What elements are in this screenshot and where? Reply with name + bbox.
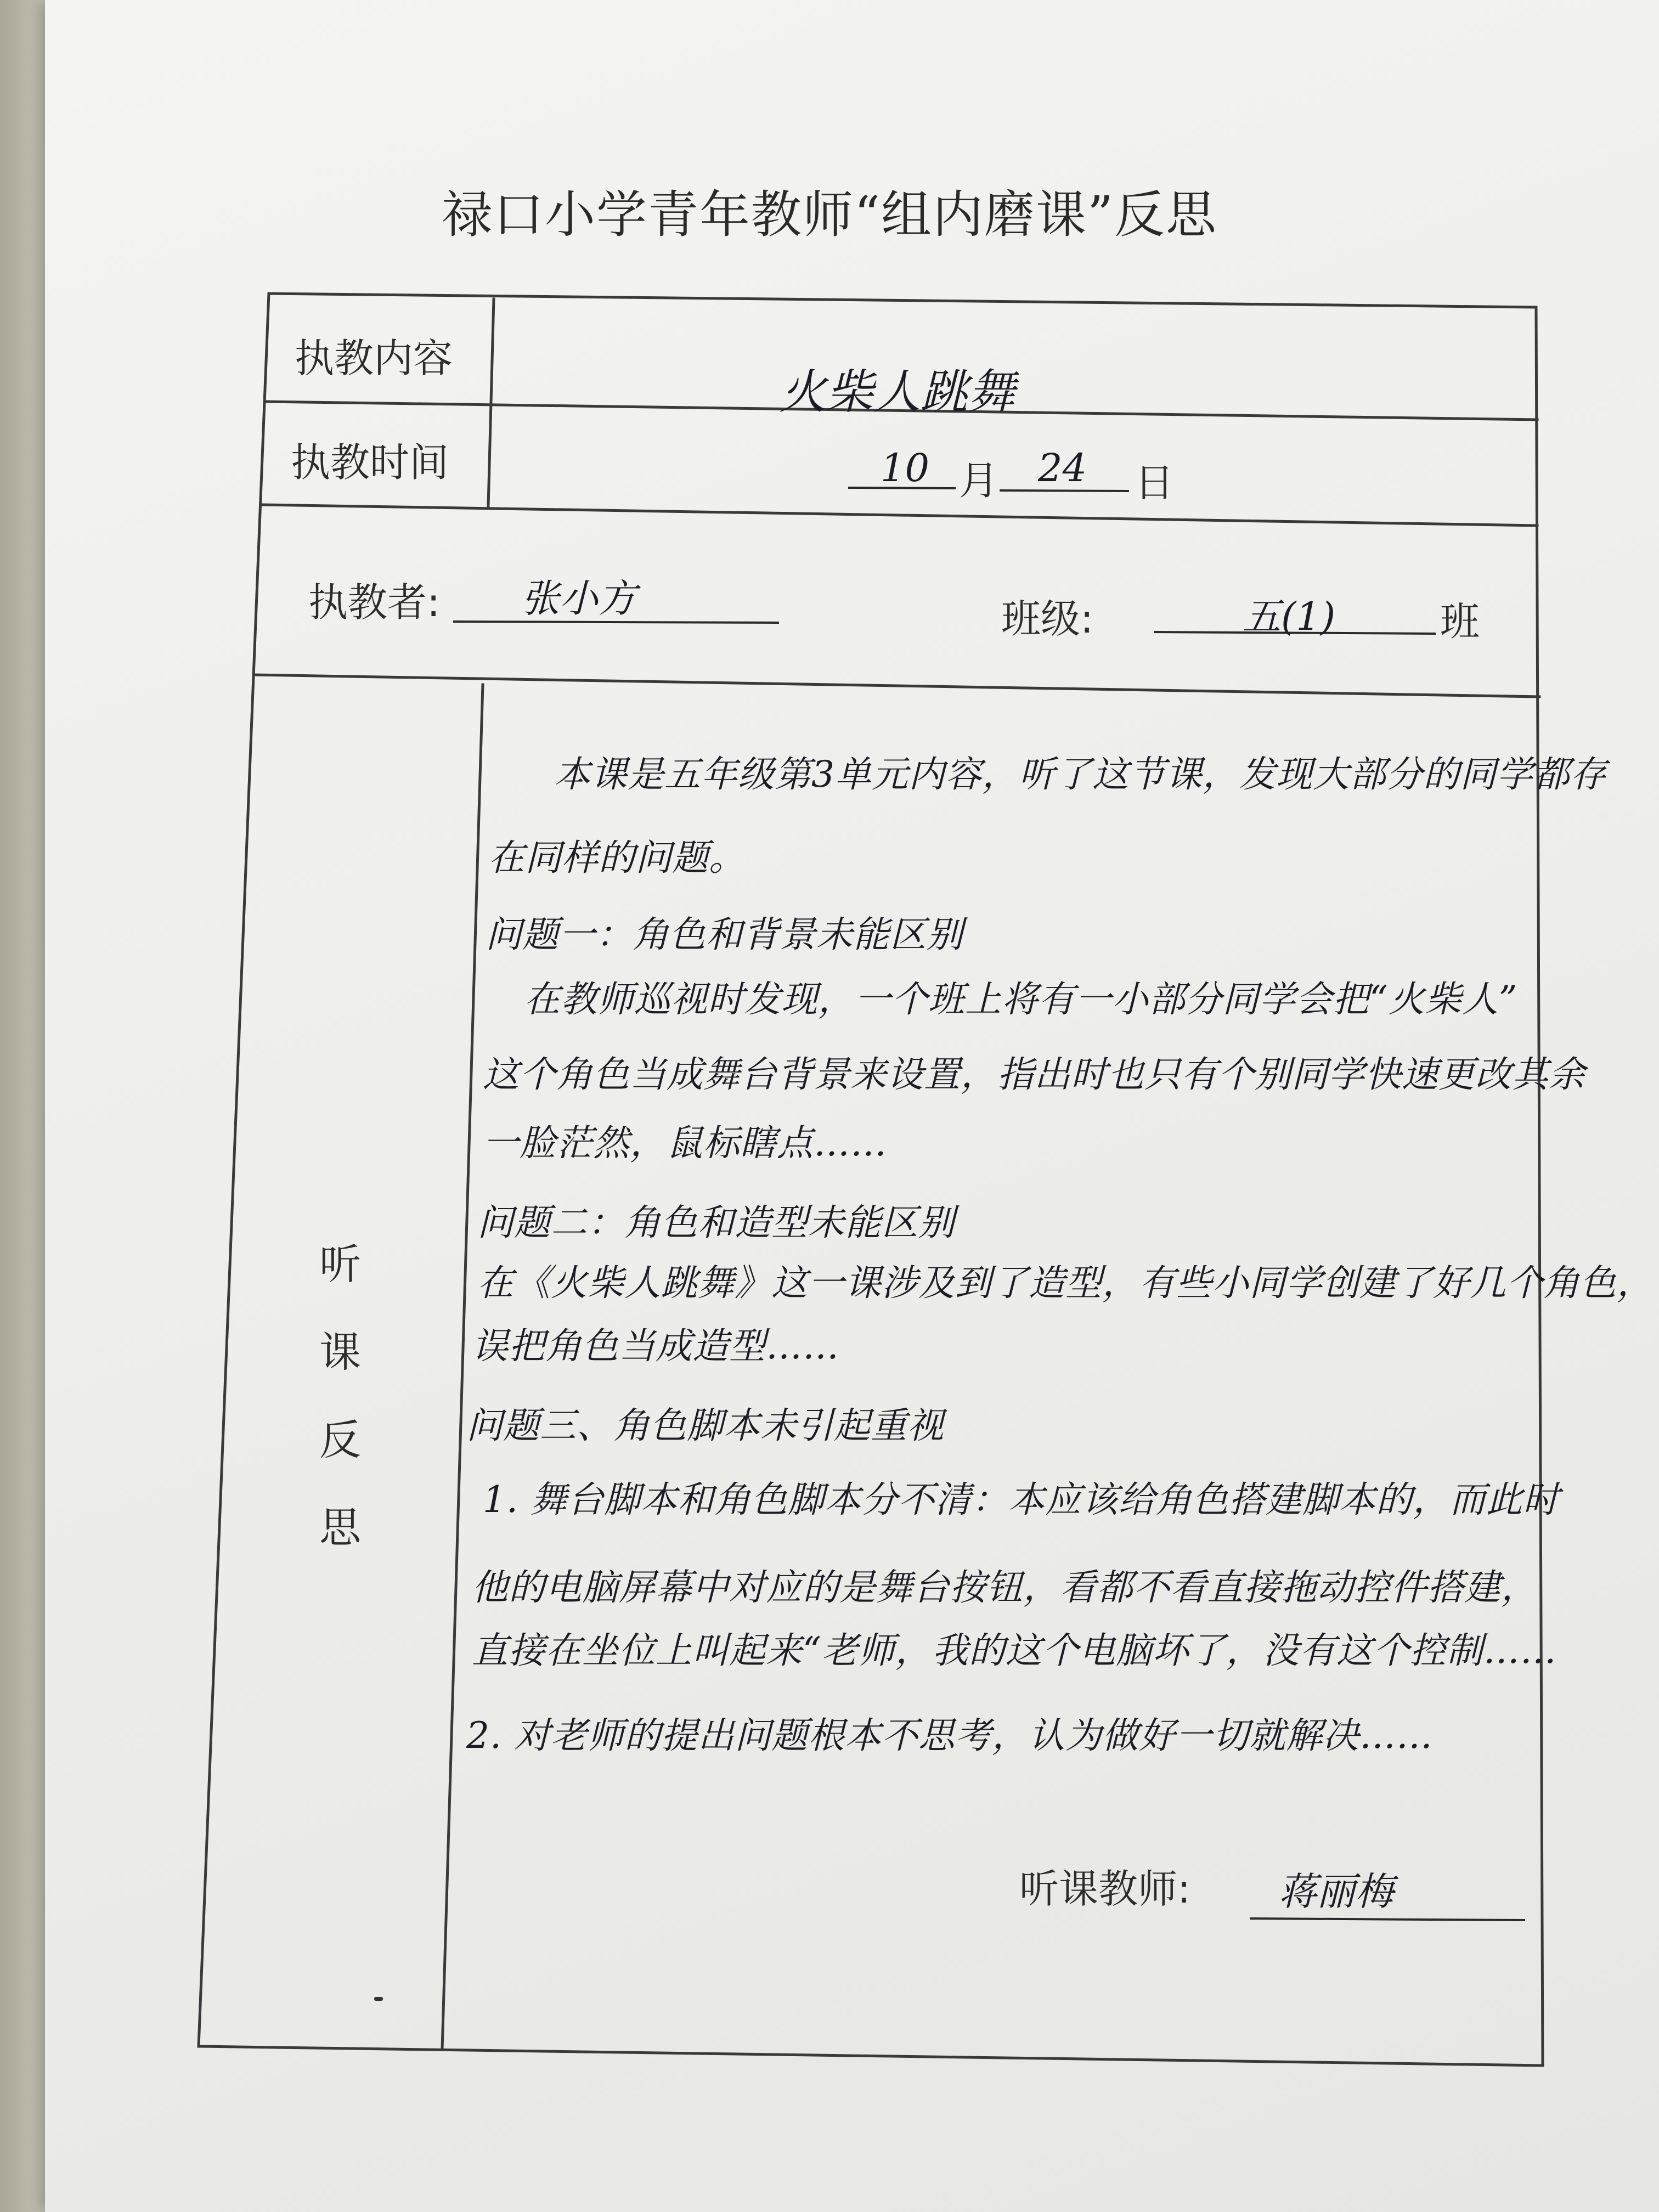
class-unit: 班 [1440, 599, 1480, 645]
month-unit: 月 [959, 458, 999, 504]
day-unit: 日 [1135, 460, 1175, 506]
reflection-line: 问题三、角色脚本未引起重视 [466, 1404, 944, 1447]
reflection-line: 在同样的问题。 [488, 837, 746, 879]
content-label: 执教内容 [295, 335, 453, 381]
reflection-line: 这个角色当成舞台背景来设置，指出时也只有个别同学快速更改其余 [483, 1053, 1585, 1096]
reflection-line: 直接在坐位上叫起来“老师，我的这个电脑坏了，没有这个控制…… [472, 1629, 1557, 1672]
listener-signature: 蒋丽梅 [1278, 1869, 1393, 1914]
content-value: 火柴人跳舞 [779, 365, 1015, 420]
class-label: 班级: [1001, 596, 1094, 642]
listener-label: 听课教师: [1019, 1866, 1191, 1912]
reflection-line: 本课是五年级第3单元内容，听了这节课，发现大部分的同学都存 [554, 753, 1607, 795]
ink-mark [374, 1997, 383, 2001]
form-title: 禄口小学青年教师“组内磨课”反思 [441, 185, 1218, 244]
reflection-line: 2. 对老师的提出问题根本不思考，认为做好一切就解决…… [466, 1714, 1433, 1757]
time-label: 执教时间 [291, 439, 449, 486]
reflection-line: 问题一：角色和背景未能区别 [486, 913, 963, 956]
reflection-line: 一脸茫然，鼠标瞎点…… [483, 1122, 887, 1164]
class-value: 五(1) [1243, 594, 1336, 639]
teacher-value: 张小方 [521, 576, 636, 621]
reflection-line: 问题二：角色和造型未能区别 [477, 1201, 955, 1244]
reflection-line: 1. 舞台脚本和角色脚本分不清：本应该给角色搭建脚本的，而此时 [483, 1479, 1560, 1521]
month-value: 10 [881, 445, 930, 490]
reflection-line: 在教师巡视时发现，一个班上将有一小部分同学会把“火柴人” [524, 978, 1518, 1020]
reflection-line: 他的电脑屏幕中对应的是舞台按钮，看都不看直接拖动控件搭建， [472, 1566, 1538, 1609]
reflection-label: 听 课 反 思 [319, 1240, 361, 1552]
reflection-line: 误把角色当成造型…… [472, 1325, 839, 1367]
day-value: 24 [1038, 445, 1087, 490]
reflection-line: 在《火柴人跳舞》这一课涉及到了造型，有些小同学创建了好几个角色， [477, 1262, 1654, 1304]
teacher-label: 执教者: [308, 579, 441, 625]
